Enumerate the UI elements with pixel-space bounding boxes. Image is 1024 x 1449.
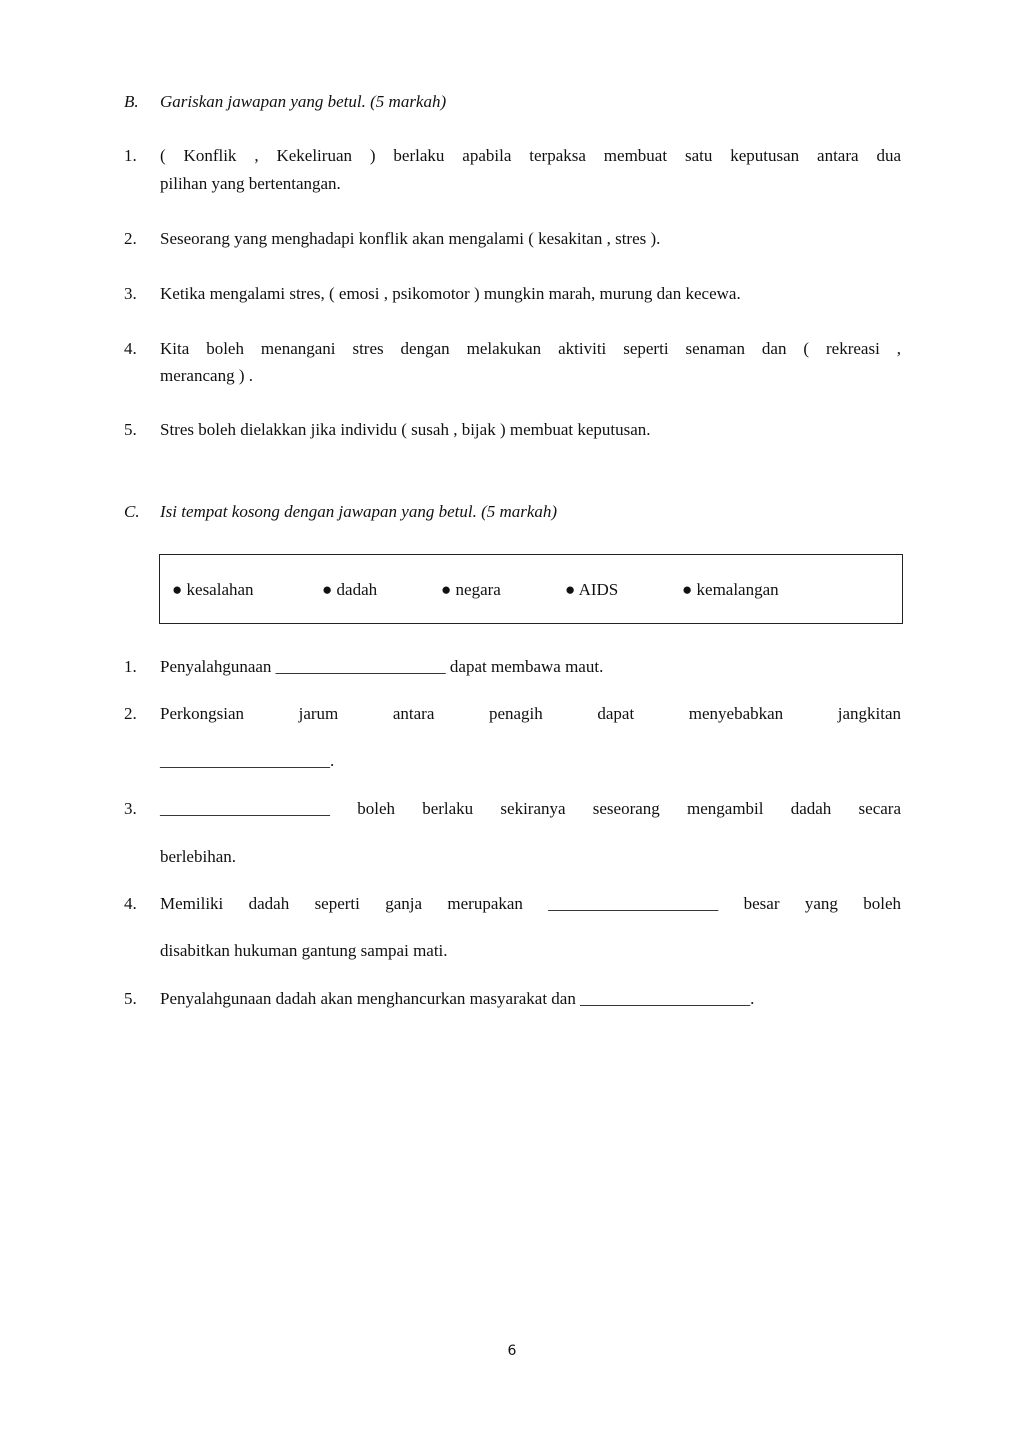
word-bank-item: ● negara — [441, 580, 501, 599]
item-number: 4. — [124, 339, 137, 358]
section-b-heading: Gariskan jawapan yang betul. (5 markah) — [160, 92, 447, 111]
item-text: Memiliki dadah seperti ganja merupakan ____________________ besar yang boleh — [160, 894, 901, 913]
item-text: Stres boleh dielakkan jika individu ( susah , bijak ) membuat keputusan. — [160, 420, 651, 439]
item-text-continued: pilihan yang bertentangan. — [160, 174, 341, 193]
word-bank-box — [159, 554, 903, 624]
word-bank-item: ● AIDS — [565, 580, 619, 599]
word-bank-item: ● dadah — [322, 580, 378, 599]
word-bank-item: ● kemalangan — [682, 580, 779, 599]
item-text-continued: ____________________. — [160, 751, 335, 770]
item-text: Perkongsian jarum antara penagih dapat menyebabkan jangkitan — [160, 704, 901, 723]
word-bank-item: ● kesalahan — [172, 580, 254, 599]
section-c-marker: C. — [124, 502, 140, 521]
item-text: Penyalahgunaan ____________________ dapat membawa maut. — [160, 657, 604, 676]
item-text: Kita boleh menangani stres dengan melakukan aktiviti seperti senaman dan ( rekreasi , — [160, 339, 901, 358]
item-text: ____________________ boleh berlaku sekiranya seseorang mengambil dadah secara — [160, 799, 901, 818]
section-c-heading: Isi tempat kosong dengan jawapan yang betul. (5 markah) — [160, 502, 558, 521]
section-b-marker: B. — [124, 92, 139, 111]
item-number: 1. — [124, 657, 137, 676]
item-text-continued: berlebihan. — [160, 847, 236, 866]
item-number: 1. — [124, 146, 137, 165]
page-number: 6 — [507, 1343, 517, 1359]
item-text: Ketika mengalami stres, ( emosi , psikomotor ) mungkin marah, murung dan kecewa. — [160, 284, 741, 303]
item-number: 2. — [124, 704, 137, 723]
item-number: 5. — [124, 420, 137, 439]
item-number: 2. — [124, 229, 137, 248]
item-text: Seseorang yang menghadapi konflik akan mengalami ( kesakitan , stres ). — [160, 229, 661, 248]
item-number: 5. — [124, 989, 137, 1008]
item-text: ( Konflik , Kekeliruan ) berlaku apabila terpaksa membuat satu keputusan antara dua — [160, 146, 901, 165]
item-text: Penyalahgunaan dadah akan menghancurkan masyarakat dan ____________________. — [160, 989, 755, 1008]
item-number: 3. — [124, 284, 137, 303]
item-number: 4. — [124, 894, 137, 913]
item-text-continued: merancang ) . — [160, 366, 253, 385]
item-number: 3. — [124, 799, 137, 818]
item-text-continued: disabitkan hukuman gantung sampai mati. — [160, 941, 448, 960]
